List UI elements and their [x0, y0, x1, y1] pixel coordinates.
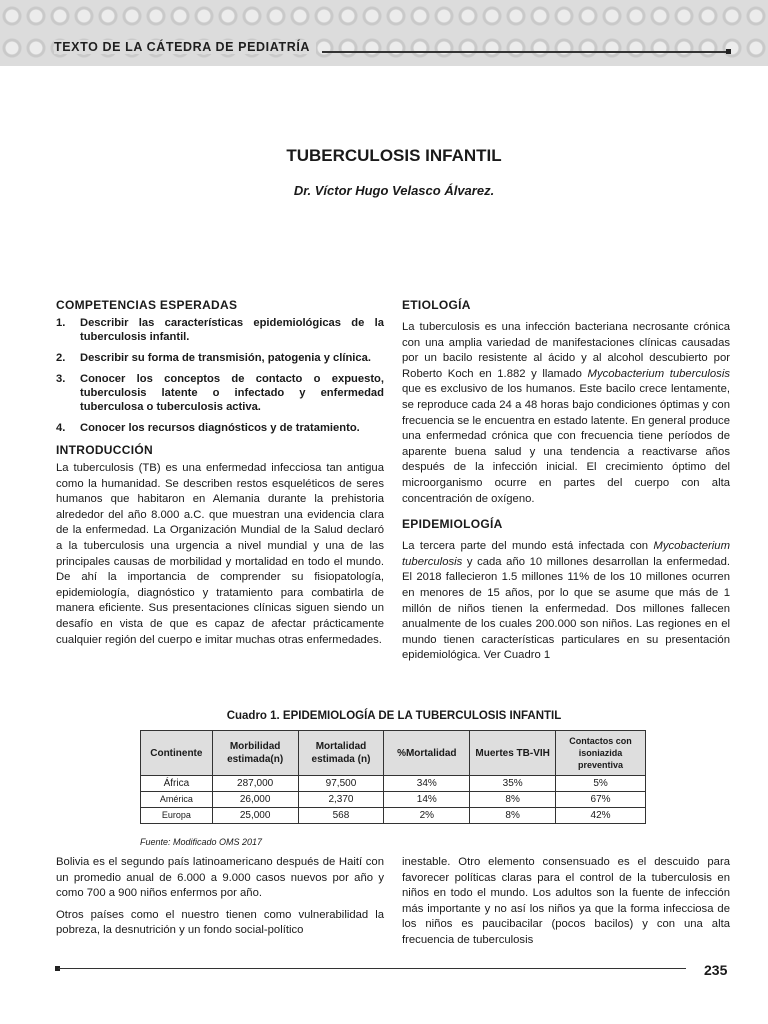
- etiologia-heading: ETIOLOGÍA: [402, 298, 471, 312]
- list-item: 1. Describir las características epidemiológicas de la tuberculosis infantil.: [56, 317, 384, 343]
- organism-name: Mycobacterium tuberculosis: [402, 540, 730, 568]
- table-header-cell: Mortalidad estimada (n): [298, 731, 384, 776]
- left-column: [56, 298, 384, 648]
- organism-name: Mycobacterium tuberculosis: [587, 367, 730, 380]
- table-cell: 2,370: [298, 792, 384, 808]
- bottom-right-column: [402, 855, 730, 949]
- list-item: 4. Conocer los recursos diagnósticos y de tratamiento.: [56, 422, 360, 434]
- table-cell: 568: [298, 808, 384, 824]
- table-cell: África: [141, 776, 213, 792]
- table-cell: Europa: [141, 808, 213, 824]
- table-cell: América: [141, 792, 213, 808]
- table-row: [141, 808, 646, 824]
- running-title: TEXTO DE LA CÁTEDRA DE PEDIATRÍA: [54, 40, 316, 54]
- table-cell: 2%: [384, 808, 470, 824]
- page-number: 235: [704, 962, 728, 978]
- introduccion-paragraph: La tuberculosis (TB) es una enfermedad infecciosa tan antigua como la humanidad. Se describen restos esqueléticos de seres humanos que habitaron en Alemania durante la prehistoria alrededor del año 8.000 a.C. que muestran una evidencia clara de la enfermedad. La Organización Mundial de la Salud declaró a la tuberculosis una urgencia a nivel mundial y una de las principales causas de morbilidad y mortalidad en todo el mundo. De ahí la importancia de comprender su fisiopatología, epidemiología, diagnóstico y tratamiento para combatirla de manera eficiente. Sus presentaciones clínicas siguen siendo un desafío en vista de que es capaz de afectar prácticamente cualquier región del cuerpo e imitar muchas otras enfermedades.: [56, 462, 384, 646]
- table-cell: 8%: [470, 792, 556, 808]
- header-rule-endpoint: [726, 49, 731, 54]
- introduccion-heading: INTRODUCCIÓN: [56, 443, 153, 457]
- article-author: Dr. Víctor Hugo Velasco Álvarez.: [293, 183, 495, 198]
- table-cell: 8%: [470, 808, 556, 824]
- header-rule: [322, 51, 728, 53]
- table-row: [141, 792, 646, 808]
- table-caption: Cuadro 1. EPIDEMIOLOGÍA DE LA TUBERCULOSIS INFANTIL: [226, 710, 562, 722]
- table-cell: 14%: [384, 792, 470, 808]
- vulnerability-paragraph: Otros países como el nuestro tienen como vulnerabilidad la pobreza, la desnutrición y un fondo social-político: [56, 908, 384, 937]
- table-header-cell: %Mortalidad: [384, 731, 470, 776]
- list-item: 3. Conocer los conceptos de contacto o expuesto, tuberculosis latente o infectado y enfermedad tuberculosa o tuberculosis activa.: [56, 373, 384, 413]
- bottom-left-column: [56, 855, 384, 939]
- competencias-heading: COMPETENCIAS ESPERADAS: [56, 298, 238, 312]
- table-cell: 34%: [384, 776, 470, 792]
- table-cell: 5%: [556, 776, 646, 792]
- table-header-row: [141, 731, 646, 776]
- table-cell: 67%: [556, 792, 646, 808]
- table-cell: 35%: [470, 776, 556, 792]
- table-row: [141, 776, 646, 792]
- table-cell: 97,500: [298, 776, 384, 792]
- list-item: 2. Describir su forma de transmisión, patogenia y clínica.: [56, 352, 371, 364]
- table-cell: 287,000: [212, 776, 298, 792]
- footer-rule: [58, 968, 686, 969]
- header-banner: [0, 0, 768, 66]
- etiologia-paragraph: La tuberculosis es una infección bacteriana necrosante crónica con una amplia variedad de manifestaciones clínicas causadas por un bacilo resistente al ácido y al alcohol descubierto por Roberto Koch en 1.882 y llamado Mycobacterium tuberculosis que es exclusivo de los humanos. Este bacilo crece lentamente, se reproduce cada 24 a 48 horas bajo condiciones óptimas y con frecuencia se le encuentra en estado latente. En general produce una enfermedad crónica que con frecuencia tiene períodos de aparente buena salud y una tendencia a reactivarse años después de la infección inicial. El crecimiento óptimo del microorganismo ocurre en partes del cuerpo con alta concentración de oxígeno.: [402, 321, 730, 505]
- bolivia-paragraph: Bolivia es el segundo país latinoamericano después de Haití con un promedio anual de 6.000 a 9.000 casos nuevos por año y como 700 a 900 niños enfermos por año.: [56, 856, 384, 900]
- table-cell: 26,000: [212, 792, 298, 808]
- table-cell: 25,000: [212, 808, 298, 824]
- right-column: [402, 298, 730, 664]
- table-source: Fuente: Modificado OMS 2017: [140, 837, 263, 847]
- article-title: TUBERCULOSIS INFANTIL: [286, 146, 502, 165]
- competencias-list: [56, 316, 384, 435]
- table-cell: 42%: [556, 808, 646, 824]
- epidemiology-table: [140, 730, 646, 824]
- table-header-cell: Contactos con isoniazida preventiva: [556, 731, 646, 776]
- epidemiologia-paragraph: La tercera parte del mundo está infectada con Mycobacterium tuberculosis y cada año 10 millones desarrollan la enfermedad. El 2018 fallecieron 1.5 millones 11% de los 10 millones ocurren en menores de 15 años, por lo que se asume que más de 1 millón de niños tienen la enfermedad. Dos millones fallecen anualmente de los cuales 200.000 son niños. Las regiones en el mundo tienen características particulares en su presentación epidemiológica. Ver Cuadro 1: [402, 540, 730, 662]
- continuation-paragraph: inestable. Otro elemento consensuado es el descuido para favorecer políticas claras para el control de la tuberculosis en niños en todo el mundo. Los adultos son la fuente de infección más importante y no así los niños ya que la forma infecciosa de los niños es paucibacilar (pocos bacilos) y con una alta frecuencia de tuberculosis: [402, 856, 730, 946]
- epidemiologia-heading: EPIDEMIOLOGÍA: [402, 517, 503, 532]
- table-header-cell: Morbilidad estimada(n): [212, 731, 298, 776]
- table-header-cell: Muertes TB-VIH: [470, 731, 556, 776]
- table-header-cell: Continente: [141, 731, 213, 776]
